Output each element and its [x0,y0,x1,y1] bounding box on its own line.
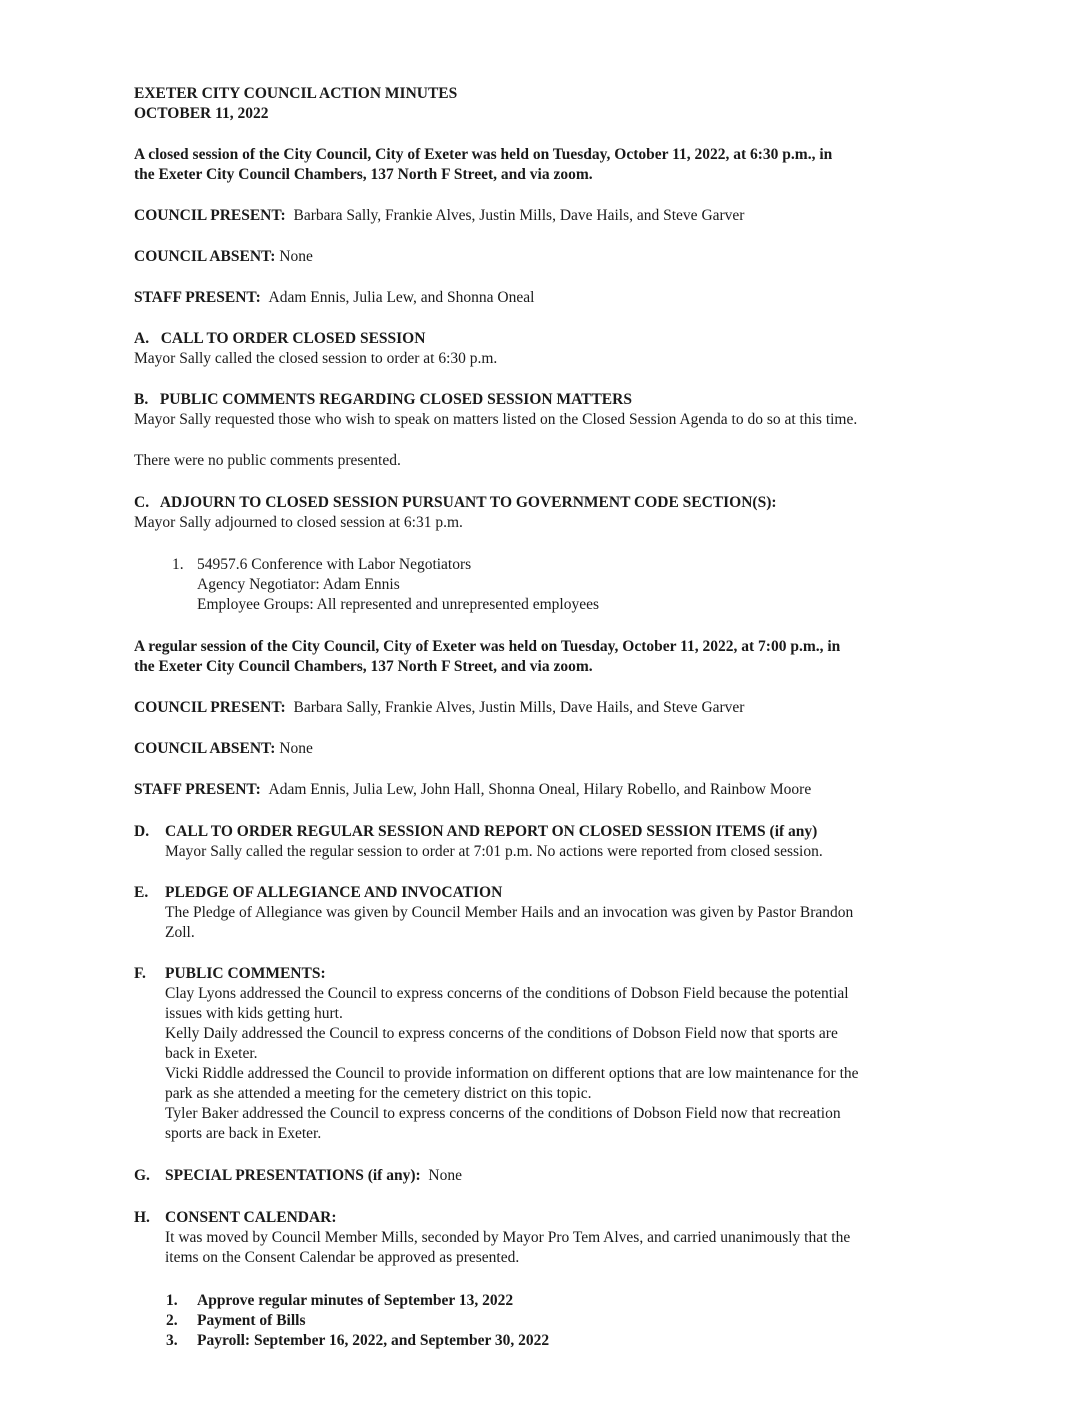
consent-item-text: Approve regular minutes of September 13, 2022 [197,1292,514,1309]
consent-item-number: 1. [166,1292,178,1309]
regular-session-intro-line-1: A regular session of the City Council, City of Exeter was held on Tuesday, October 11, 2022, at 7:00 p.m., in [134,638,841,655]
public-comment-line: park as she attended a meeting for the cemetery district on this topic. [165,1085,592,1102]
section-e-line-1: The Pledge of Allegiance was given by Council Member Hails and an invocation was given by Pastor Brandon [165,904,854,921]
consent-item-text: Payroll: September 16, 2022, and September 30, 2022 [197,1332,550,1349]
public-comment-line: Tyler Baker addressed the Council to express concerns of the conditions of Dobson Field now that recreation [165,1105,841,1122]
section-c-heading: C. ADJOURN TO CLOSED SESSION PURSUANT TO GOVERNMENT CODE SECTION(S): [134,494,777,511]
closed-council-absent-value: None [279,248,313,265]
closed-council-absent [134,247,313,267]
closed-staff-present-label: STAFF PRESENT: [134,289,261,306]
section-a-text: Mayor Sally called the closed session to order at 6:30 p.m. [134,350,498,367]
public-comment-line: Vicki Riddle addressed the Council to provide information on different options that are low maintenance for the [165,1065,859,1082]
closed-council-present-label: COUNCIL PRESENT: [134,207,286,224]
section-h-line-2: items on the Consent Calendar be approved as presented. [165,1249,520,1266]
regular-council-absent-value: None [279,740,313,757]
document-title: EXETER CITY COUNCIL ACTION MINUTES [134,85,458,102]
section-b-heading: B. PUBLIC COMMENTS REGARDING CLOSED SESSION MATTERS [134,391,632,408]
public-comment-line: Clay Lyons addressed the Council to express concerns of the conditions of Dobson Field because the potential [165,985,849,1002]
closed-item-line-2: Agency Negotiator: Adam Ennis [197,576,400,593]
section-g-line [165,1166,462,1186]
section-h-line-1: It was moved by Council Member Mills, seconded by Mayor Pro Tem Alves, and carried unanimously that the [165,1229,851,1246]
section-e-line-2: Zoll. [165,924,195,941]
section-h-letter: H. [134,1209,150,1226]
regular-session-intro-line-2: the Exeter City Council Chambers, 137 North F Street, and via zoom. [134,658,593,675]
closed-council-present-value: Barbara Sally, Frankie Alves, Justin Mills, Dave Hails, and Steve Garver [293,207,745,224]
section-c-text: Mayor Sally adjourned to closed session at 6:31 p.m. [134,514,463,531]
section-f-heading: PUBLIC COMMENTS: [165,965,326,982]
section-d-letter: D. [134,823,150,840]
closed-item-number: 1. [172,556,184,573]
closed-council-present [134,206,744,226]
section-g-heading: SPECIAL PRESENTATIONS (if any): [165,1167,421,1184]
section-b-text-2: There were no public comments presented. [134,452,401,469]
regular-council-present [134,698,744,718]
section-e-heading: PLEDGE OF ALLEGIANCE AND INVOCATION [165,884,503,901]
section-e-letter: E. [134,884,149,901]
public-comment-line: back in Exeter. [165,1045,258,1062]
regular-staff-present-value: Adam Ennis, Julia Lew, John Hall, Shonna Oneal, Hilary Robello, and Rainbow Moore [268,781,812,798]
section-a-heading: A. CALL TO ORDER CLOSED SESSION [134,330,426,347]
regular-council-absent [134,739,313,759]
public-comment-line: sports are back in Exeter. [165,1125,322,1142]
public-comment-line: Kelly Daily addressed the Council to express concerns of the conditions of Dobson Field now that sports are [165,1025,838,1042]
regular-council-present-value: Barbara Sally, Frankie Alves, Justin Mills, Dave Hails, and Steve Garver [293,699,745,716]
regular-council-present-label: COUNCIL PRESENT: [134,699,286,716]
section-g-letter: G. [134,1167,150,1184]
section-h-heading: CONSENT CALENDAR: [165,1209,337,1226]
section-g-value: None [428,1167,462,1184]
regular-staff-present [134,780,811,800]
closed-staff-present-value: Adam Ennis, Julia Lew, and Shonna Oneal [268,289,535,306]
regular-staff-present-label: STAFF PRESENT: [134,781,261,798]
closed-item-line-3: Employee Groups: All represented and unrepresented employees [197,596,600,613]
closed-item-line-1: 54957.6 Conference with Labor Negotiators [197,556,472,573]
consent-item-number: 3. [166,1332,178,1349]
consent-item-text: Payment of Bills [197,1312,306,1329]
document-date: OCTOBER 11, 2022 [134,105,269,122]
consent-item-number: 2. [166,1312,178,1329]
public-comment-line: issues with kids getting hurt. [165,1005,343,1022]
regular-council-absent-label: COUNCIL ABSENT: [134,740,276,757]
closed-session-intro-line-1: A closed session of the City Council, City of Exeter was held on Tuesday, October 11, 2022, at 6:30 p.m., in [134,146,833,163]
closed-session-intro-line-2: the Exeter City Council Chambers, 137 North F Street, and via zoom. [134,166,593,183]
section-d-heading: CALL TO ORDER REGULAR SESSION AND REPORT ON CLOSED SESSION ITEMS (if any) [165,823,818,840]
section-b-text: Mayor Sally requested those who wish to speak on matters listed on the Closed Session Agenda to do so at this time. [134,411,858,428]
section-d-text: Mayor Sally called the regular session to order at 7:01 p.m. No actions were reported from closed session. [165,843,823,860]
closed-council-absent-label: COUNCIL ABSENT: [134,248,276,265]
closed-staff-present [134,288,534,308]
section-f-letter: F. [134,965,146,982]
